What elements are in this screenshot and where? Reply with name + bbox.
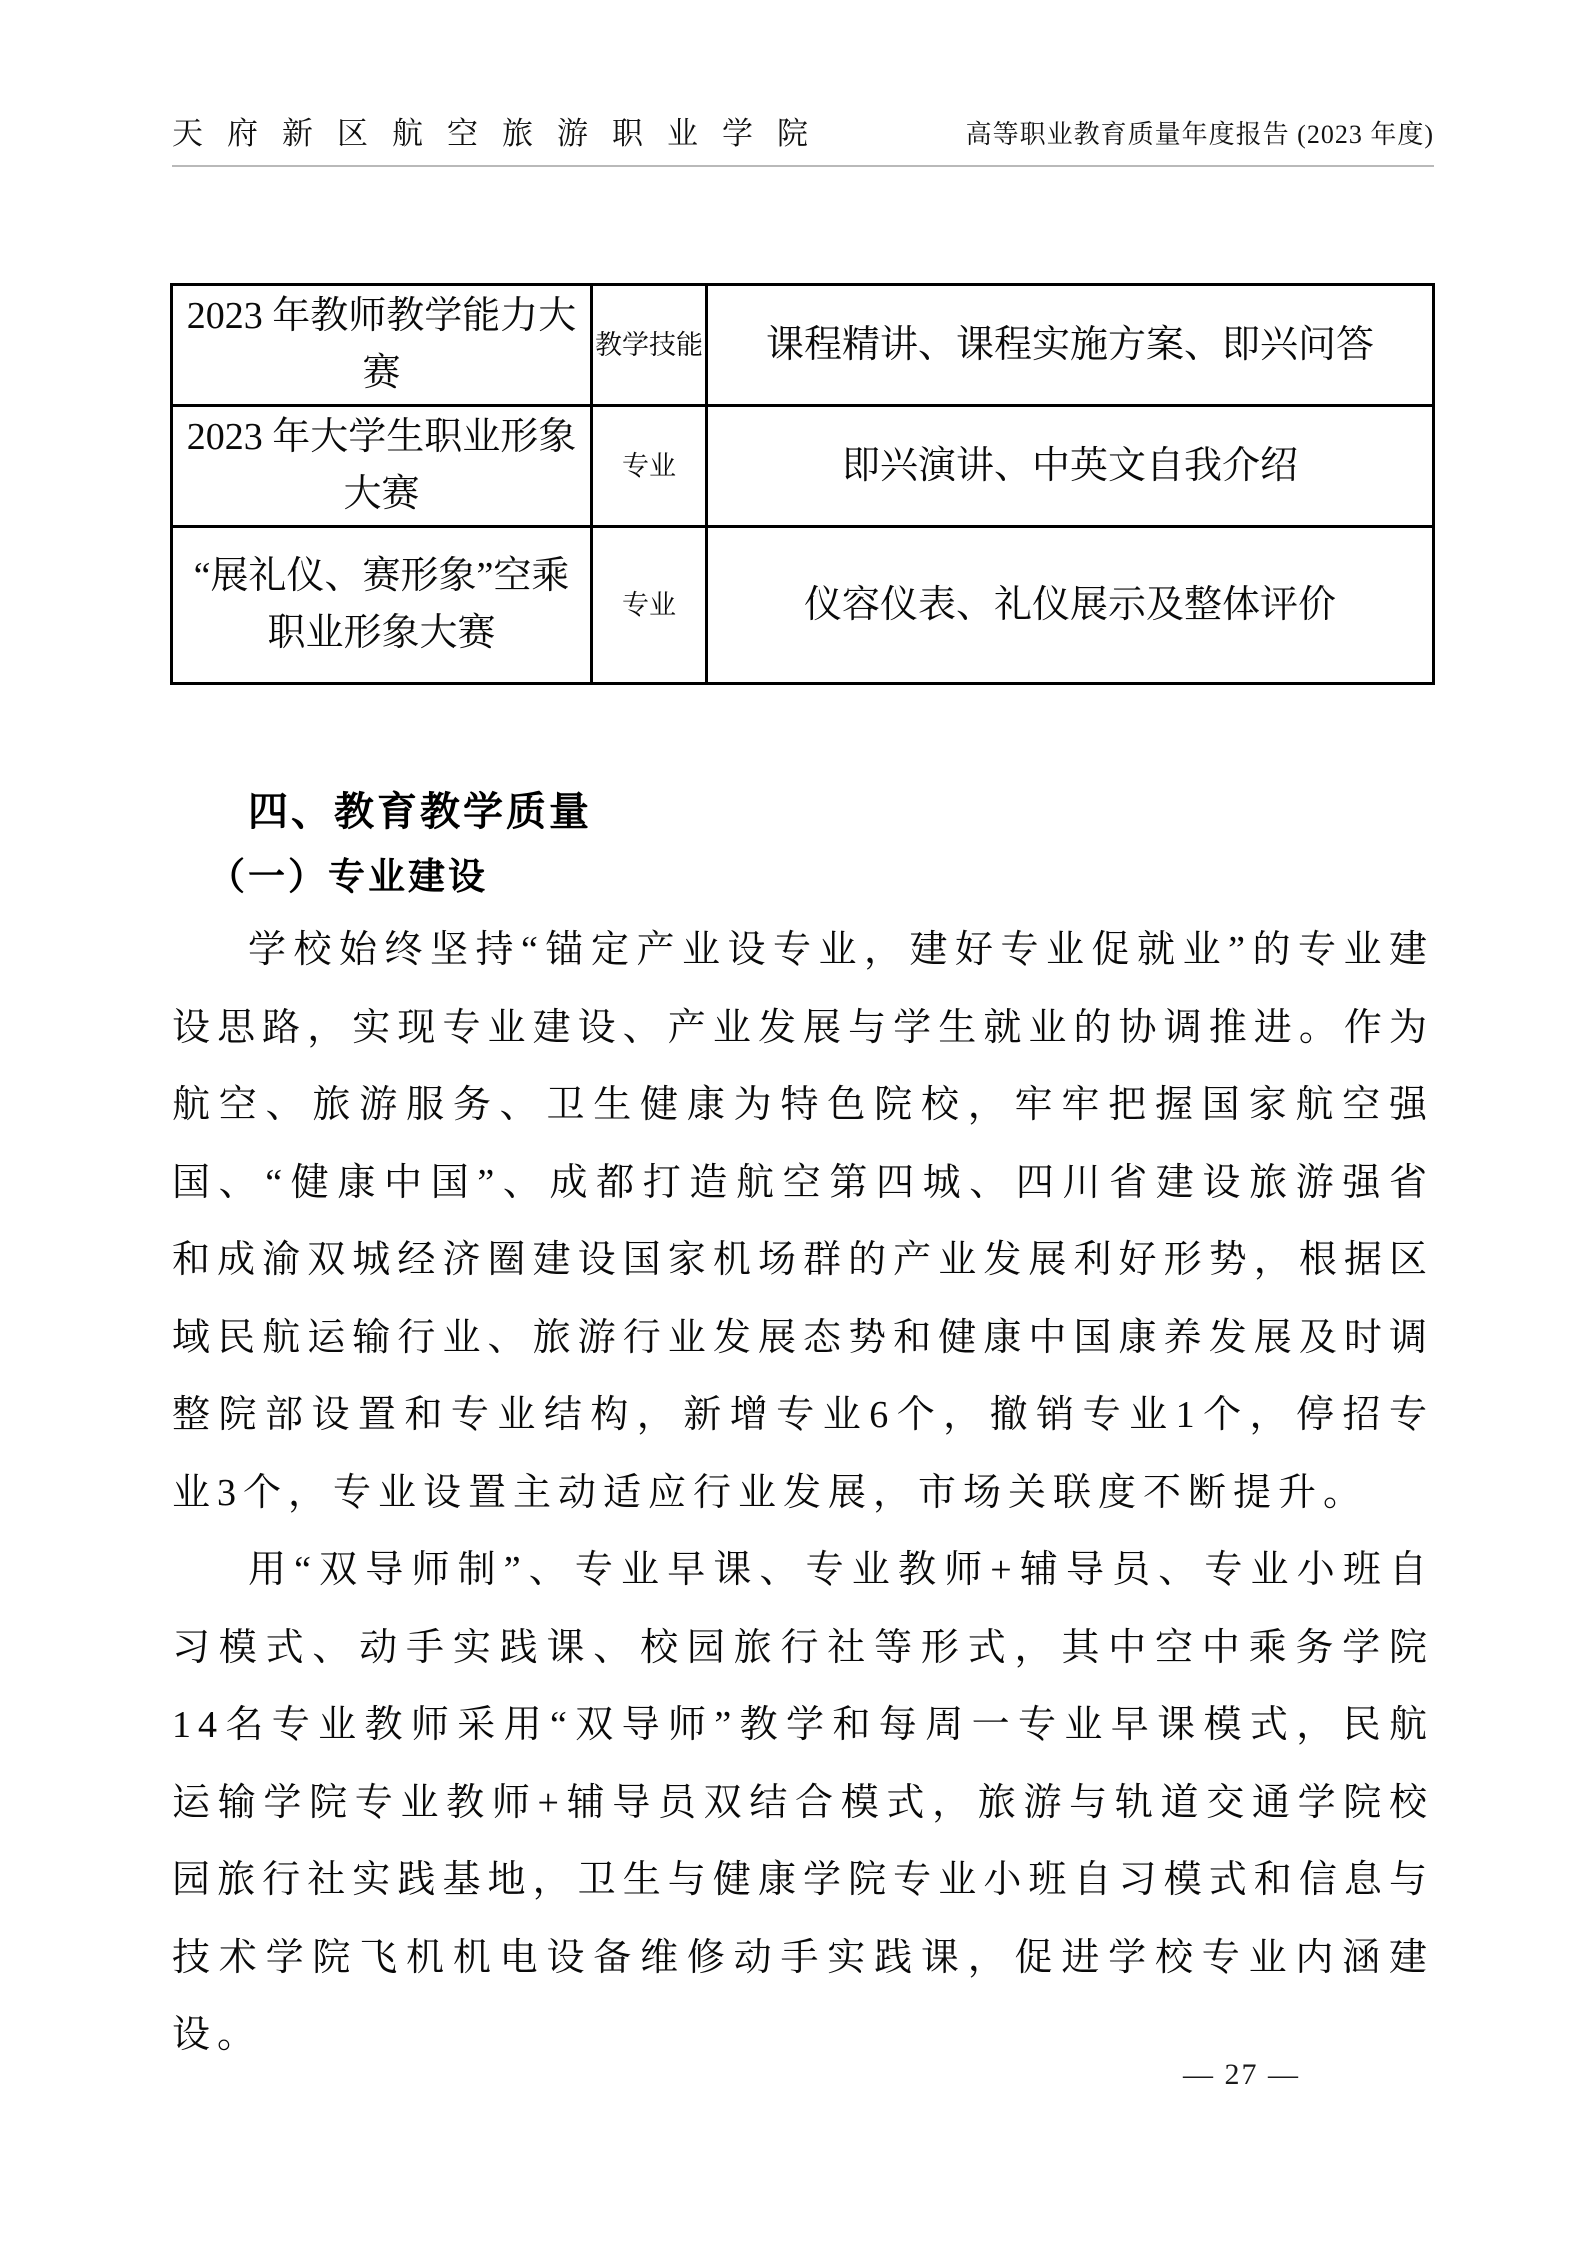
cell-content: 课程精讲、课程实施方案、即兴问答: [707, 285, 1434, 406]
body-text: [172, 912, 1434, 2075]
cell-competition-name: “展礼仪、赛形象”空乘职业形象大赛: [172, 527, 592, 684]
competition-table: [170, 283, 1435, 685]
cell-competition-name: 2023 年大学生职业形象大赛: [172, 406, 592, 527]
table-row: [172, 285, 1434, 406]
table-row: [172, 527, 1434, 684]
cell-category: 专业: [592, 527, 707, 684]
cell-competition-name: 2023 年教师教学能力大赛: [172, 285, 592, 406]
header-report-title: 高等职业教育质量年度报告 (2023 年度): [965, 120, 1434, 149]
paragraph-1: 学校始终坚持“锚定产业设专业，建好专业促就业”的专业建设思路，实现专业建设、产业发展与学生就业的协调推进。作为航空、旅游服务、卫生健康为特色院校，牢牢把握国家航空强国、“健康中国”、成都打造航空第四城、四川省建设旅游强省和成渝双城经济圈建设国家机场群的产业发展利好形势，根据区域民航运输行业、旅游行业发展态势和健康中国康养发展及时调整院部设置和专业结构，新增专业6个，撤销专业1个，停招专业3个，专业设置主动适应行业发展，市场关联度不断提升。: [172, 929, 1434, 1514]
section-heading: 四、教育教学质量: [248, 790, 592, 834]
header-school-name: 天府新区航空旅游职业学院: [172, 116, 832, 151]
paragraph-2: 用“双导师制”、专业早课、专业教师+辅导员、专业小班自习模式、动手实践课、校园旅行社等形式，其中空中乘务学院14名专业教师采用“双导师”教学和每周一专业早课模式，民航运输学院专业教师+辅导员双结合模式，旅游与轨道交通学院校园旅行社实践基地，卫生与健康学院专业小班自习模式和信息与技术学院飞机机电设备维修动手实践课，促进学校专业内涵建设。: [172, 1549, 1434, 2056]
cell-category: 专业: [592, 406, 707, 527]
cell-content: 即兴演讲、中英文自我介绍: [707, 406, 1434, 527]
table-row: [172, 406, 1434, 527]
cell-content: 仪容仪表、礼仪展示及整体评价: [707, 527, 1434, 684]
page-number: — 27 —: [1183, 2058, 1300, 2091]
cell-category: 教学技能: [592, 285, 707, 406]
subsection-heading: （一）专业建设: [208, 857, 488, 898]
page-header: [172, 108, 1434, 167]
